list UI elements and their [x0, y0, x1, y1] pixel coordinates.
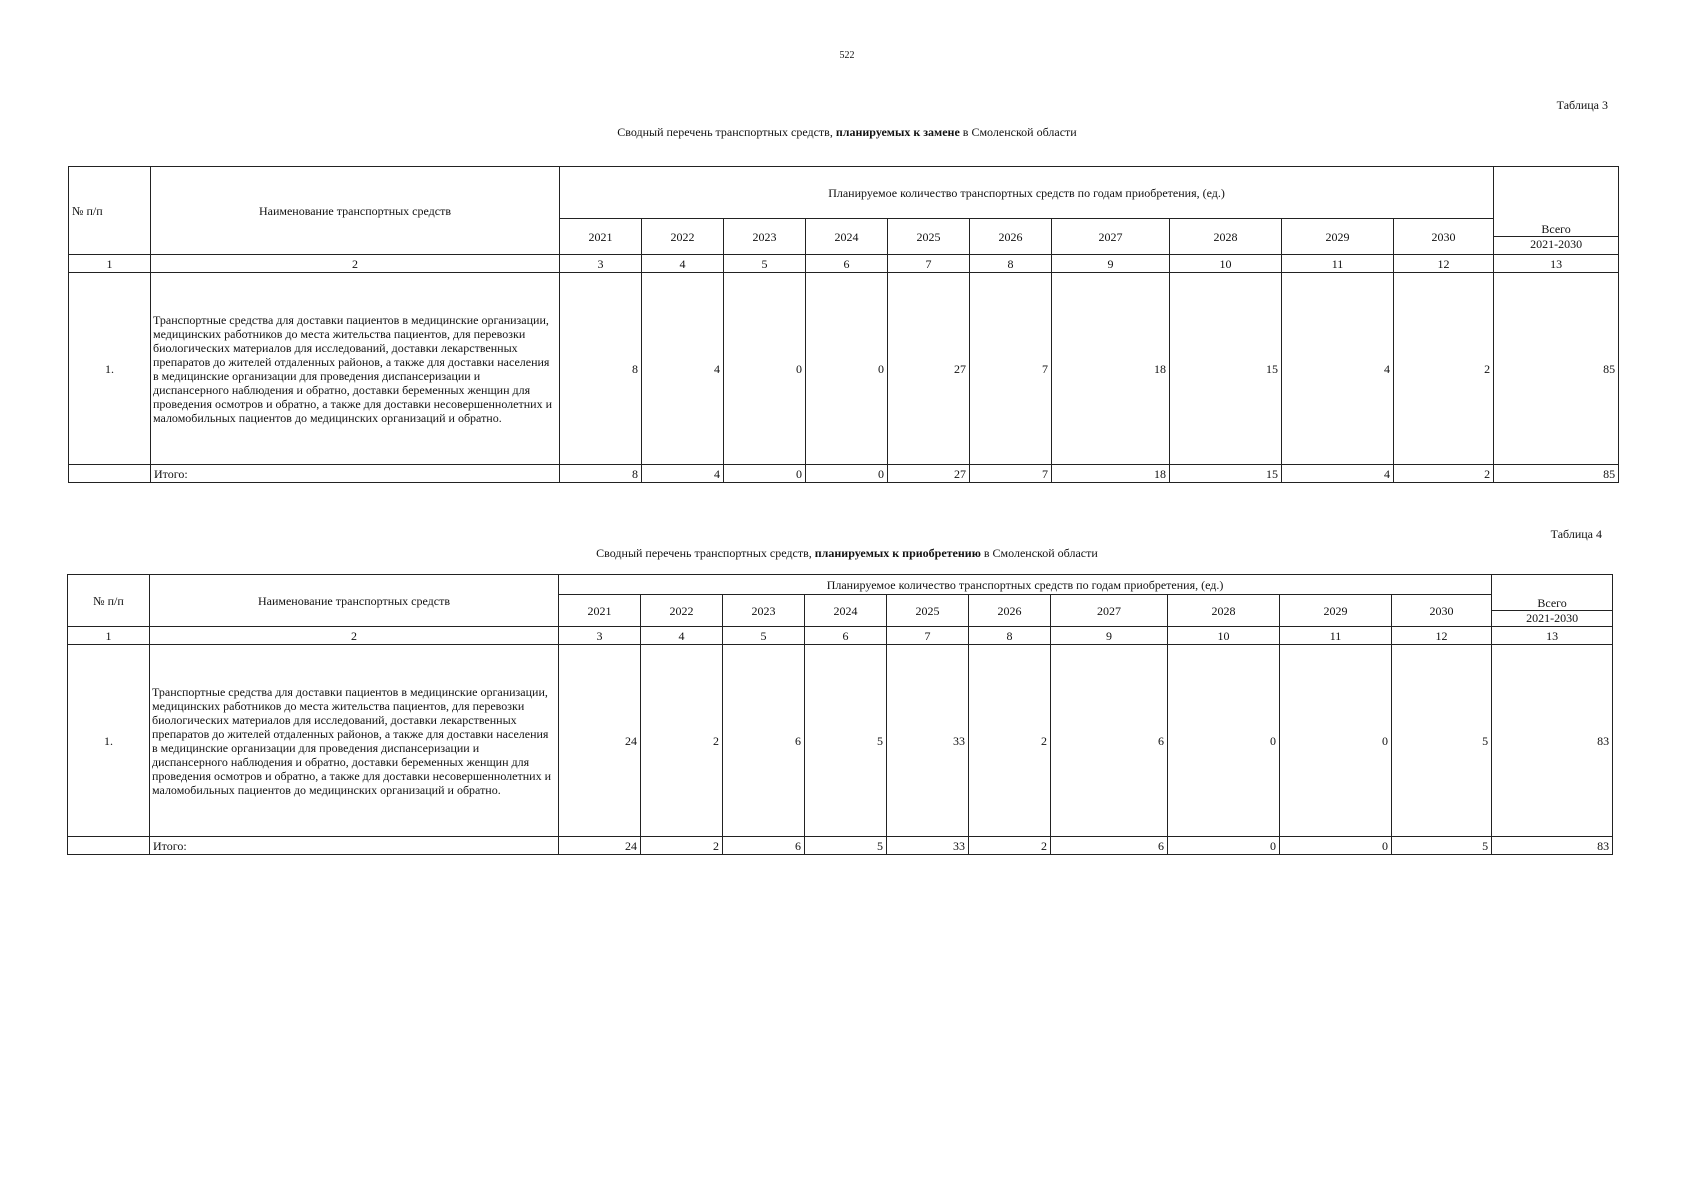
table-4-label: Таблица 4: [1550, 527, 1602, 541]
index-cell: 13: [1494, 255, 1619, 273]
total-cell: 24: [559, 837, 641, 855]
year-header: 2025: [888, 219, 970, 255]
col-no-header: № п/п: [69, 167, 151, 255]
year-header: 2030: [1392, 595, 1492, 627]
total-cell: 33: [887, 837, 969, 855]
planned-header: Планируемое количество транспортных средств по годам приобретения, (ед.): [559, 575, 1492, 595]
index-cell: 11: [1282, 255, 1394, 273]
total-cell: 2: [969, 837, 1051, 855]
total-row: [68, 837, 1613, 855]
year-header: 2026: [970, 219, 1052, 255]
total-cell: 18: [1052, 465, 1170, 483]
index-cell: 4: [642, 255, 724, 273]
value-cell: 0: [1280, 645, 1392, 837]
total-row: [69, 465, 1619, 483]
value-cell: 2: [641, 645, 723, 837]
year-header: 2022: [641, 595, 723, 627]
planned-header: Планируемое количество транспортных средств по годам приобретения, (ед.): [560, 167, 1494, 219]
table-3-label: Таблица 3: [1556, 98, 1608, 112]
value-cell: 33: [887, 645, 969, 837]
page-number: 522: [839, 50, 855, 61]
value-cell: 6: [1051, 645, 1168, 837]
index-cell: 1: [69, 255, 151, 273]
year-header: 2028: [1170, 219, 1282, 255]
total-cell: 2: [641, 837, 723, 855]
value-cell: 5: [1392, 645, 1492, 837]
row-description: Транспортные средства для доставки пациентов в медицинские организации, медицинских работников до места жительства пациентов, для перевозки биологических материалов для исследований, доставки лекарственных препаратов до жителей отдаленных районов, а также для доставки населения в медицинские организации для проведения диспансеризации и диспансерного наблюдения и обратно, доставки беременных женщин для проведения осмотров и обратно, а также для доставки несовершеннолетних и маломобильных пациентов до медицинских организаций и обратно.: [151, 273, 560, 465]
year-header: 2029: [1280, 595, 1392, 627]
year-header: 2025: [887, 595, 969, 627]
value-cell: 4: [1282, 273, 1394, 465]
total-cell: 0: [1168, 837, 1280, 855]
index-cell: 6: [805, 627, 887, 645]
table-4-title: Сводный перечень транспортных средств, планируемых к приобретению в Смоленской области: [596, 546, 1098, 560]
total-cell: 2: [1394, 465, 1494, 483]
total-cell: 5: [1392, 837, 1492, 855]
table-3: [68, 166, 1619, 483]
total-header-blank: [1494, 167, 1619, 219]
col-name-header: Наименование транспортных средств: [150, 575, 559, 627]
year-header: 2023: [724, 219, 806, 255]
index-cell: 9: [1052, 255, 1170, 273]
row-number: 1.: [68, 645, 150, 837]
row-number: 1.: [69, 273, 151, 465]
total-header: Всего 2021-2030: [1494, 219, 1619, 255]
year-header: 2030: [1394, 219, 1494, 255]
total-cell-grand: 83: [1492, 837, 1613, 855]
value-cell: 0: [1168, 645, 1280, 837]
total-cell: 6: [723, 837, 805, 855]
year-header: 2021: [560, 219, 642, 255]
total-cell: 4: [642, 465, 724, 483]
year-header: 2024: [805, 595, 887, 627]
value-cell-total: 85: [1494, 273, 1619, 465]
year-header: 2024: [806, 219, 888, 255]
total-cell-grand: 85: [1494, 465, 1619, 483]
total-header: Всего 2021-2030: [1492, 595, 1613, 627]
value-cell: 8: [560, 273, 642, 465]
value-cell: 5: [805, 645, 887, 837]
year-header: 2027: [1052, 219, 1170, 255]
total-cell: 7: [970, 465, 1052, 483]
index-cell: 2: [151, 255, 560, 273]
total-label: Итого:: [150, 837, 559, 855]
index-cell: 10: [1170, 255, 1282, 273]
index-cell: 12: [1394, 255, 1494, 273]
value-cell: 0: [806, 273, 888, 465]
total-cell: 15: [1170, 465, 1282, 483]
total-label: Итого:: [151, 465, 560, 483]
index-cell: 7: [888, 255, 970, 273]
total-cell: 0: [806, 465, 888, 483]
index-cell: 2: [150, 627, 559, 645]
index-cell: 12: [1392, 627, 1492, 645]
total-cell: 0: [1280, 837, 1392, 855]
value-cell: 18: [1052, 273, 1170, 465]
value-cell: 27: [888, 273, 970, 465]
year-header: 2023: [723, 595, 805, 627]
value-cell: 2: [1394, 273, 1494, 465]
total-cell: 27: [888, 465, 970, 483]
index-cell: 3: [560, 255, 642, 273]
col-no-header: № п/п: [68, 575, 150, 627]
total-cell: 0: [724, 465, 806, 483]
index-cell: 6: [806, 255, 888, 273]
index-cell: 5: [724, 255, 806, 273]
total-cell: 5: [805, 837, 887, 855]
total-cell: 4: [1282, 465, 1394, 483]
value-cell: 15: [1170, 273, 1282, 465]
index-cell: 10: [1168, 627, 1280, 645]
table-row: [69, 273, 1619, 465]
index-cell: 8: [969, 627, 1051, 645]
year-header: 2027: [1051, 595, 1168, 627]
index-cell: 9: [1051, 627, 1168, 645]
index-cell: 3: [559, 627, 641, 645]
col-name-header: Наименование транспортных средств: [151, 167, 560, 255]
total-cell: 6: [1051, 837, 1168, 855]
year-header: 2021: [559, 595, 641, 627]
index-cell: 11: [1280, 627, 1392, 645]
index-cell: 1: [68, 627, 150, 645]
table-3-title: Сводный перечень транспортных средств, планируемых к замене в Смоленской области: [617, 125, 1077, 139]
year-header: 2022: [642, 219, 724, 255]
index-cell: 5: [723, 627, 805, 645]
year-header: 2026: [969, 595, 1051, 627]
value-cell: 7: [970, 273, 1052, 465]
value-cell: 6: [723, 645, 805, 837]
value-cell: 0: [724, 273, 806, 465]
table-row: [68, 645, 1613, 837]
total-header-blank: [1492, 575, 1613, 595]
value-cell-total: 83: [1492, 645, 1613, 837]
value-cell: 2: [969, 645, 1051, 837]
value-cell: 24: [559, 645, 641, 837]
index-cell: 4: [641, 627, 723, 645]
table-4: [67, 574, 1613, 855]
index-cell: 13: [1492, 627, 1613, 645]
index-cell: 7: [887, 627, 969, 645]
total-row-number-blank: [68, 837, 150, 855]
value-cell: 4: [642, 273, 724, 465]
year-header: 2029: [1282, 219, 1394, 255]
row-description: Транспортные средства для доставки пациентов в медицинские организации, медицинских работников до места жительства пациентов, для перевозки биологических материалов для исследований, доставки лекарственных препаратов до жителей отдаленных районов, а также для доставки населения в медицинские организации для проведения диспансеризации и диспансерного наблюдения и обратно, доставки беременных женщин для проведения осмотров и обратно, а также для доставки несовершеннолетних и маломобильных пациентов до медицинских организаций и обратно.: [150, 645, 559, 837]
year-header: 2028: [1168, 595, 1280, 627]
total-cell: 8: [560, 465, 642, 483]
index-cell: 8: [970, 255, 1052, 273]
total-row-number-blank: [69, 465, 151, 483]
